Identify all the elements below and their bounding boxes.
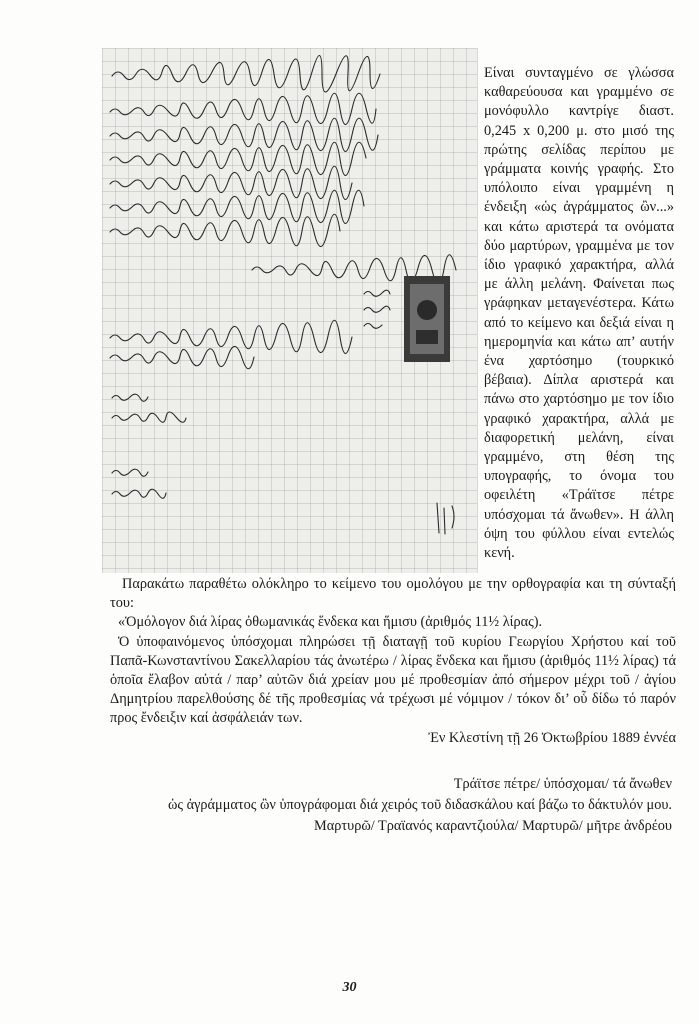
description-text: Είναι συνταγμένο σε γλώσσα καθαρεύουσα και γραμμένο σε μονόφυλλο καντρίγε διαστ. 0,245 x 0,200 μ. στο μισό της πρώτης σελίδας περίπου με γράμματα κοινής γραφής. Στο υπόλοιπο είναι γραμμένη η ένδειξη «ὡς ἀγράμματος ὢν...» και κάτω αριστερά τα ονόματα δύο μαρτύρων, γραμμένα με τον ίδιο γραφικό χαρακτήρα, αλλά με άλλη μελάνη. Φαίνεται πως γράφηκαν μεταγενέστερα. Κάτω από το κείμενο και δεξιά είναι η ημερομηνία και κάτω απ’ αυτήν ένα χαρτόσημο (τουρκικό βέβαια). Δίπλα αριστερά και πάνω στο χαρτόσημο με τον ίδιο γραφικό χαρακτήρα, αλλά με διαφορετική μελάνη, είναι γραμμένο, στη θέση της υπογραφής, το όνομα του οφειλέτη «Τράϊτσε πέτρε υπόσχομαι τά ἄνωθεν». Η άλλη όψη του φύλλου είναι εντελώς κενή.: [484, 65, 674, 562]
intro-paragraph: Παρακάτω παραθέτω ολόκληρο το κείμενο του ομολόγου με την ορθογραφία και τη σύνταξή του:: [110, 576, 676, 612]
witness-statement: ὡς ἀγράμματος ὢν ὑπογράφομαι διά χειρός τοῦ διδασκάλου καί βάζω το δάκτυλόν μου.: [167, 797, 672, 813]
manuscript-handwriting: [102, 48, 478, 573]
quote-body: Ὁ ὑποφαινόμενος ὑπόσχομαι πληρώσει τῇ διαταγῇ τοῦ κυρίου Γεωργίου Χρήστου καί τοῦ Παπᾶ-Κωνσταντίνου Σακελλαρίου τάς ἀνωτέρω / λίρας ἕνδεκα και ἥμισυ (ἀριθμός 11½ λίρας) τά ὁποῖα ἔλαβον αὐτά / παρ’ αὐτῶν διά χρείαν μου μέ προθεσμίαν ἀπό σήμερον μέχρι τοῦ / ἁγίου Δημητρίου παρελθούσης δέ τῆς προθεσμίας νά τρέχωσι μέ νόμιμον / τόκον δι’ οὗ δίδω τό παρόν προς ἔνδειξιν καί ἀσφάλειάν των.: [110, 633, 676, 727]
transcription-block: [110, 575, 676, 748]
signature-line: Τράϊτσε πέτρε/ ὑπόσχομαι/ τά ἄνωθεν: [453, 776, 672, 792]
date-line: Ἐν Κλεστίνη τῇ 26 Ὀκτωβρίου 1889 ἐννέα: [428, 729, 676, 746]
page-number: 30: [342, 980, 357, 995]
revenue-stamp: [404, 276, 450, 362]
witnesses-line: Μαρτυρῶ/ Τραϊανός καραντζιούλα/ Μαρτυρῶ/ μῆτρε ἀνδρέου: [314, 818, 672, 834]
quote-title: «Ὁμόλογον διά λίρας ὀθωμανικάς ἕνδεκα και ἥμισυ (ἀριθμός 11½ λίρας).: [118, 614, 543, 631]
manuscript-photo: [102, 48, 478, 573]
